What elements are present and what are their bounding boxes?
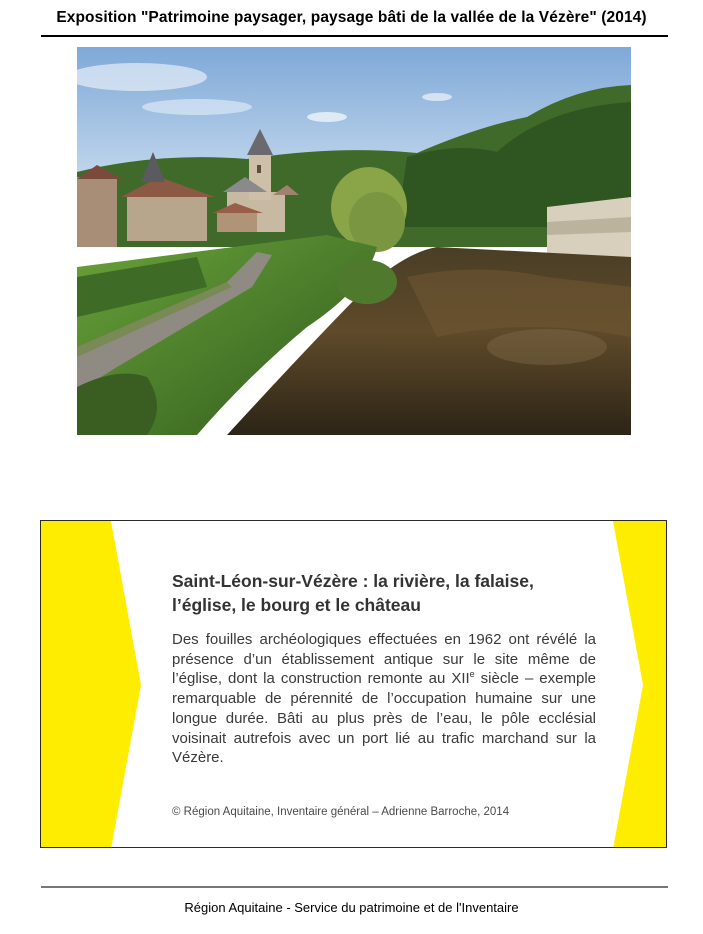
- page-title: Exposition "Patrimoine paysager, paysage bâti de la vallée de la Vézère" (2014): [56, 9, 647, 26]
- panel-title-line2: l’église, le bourg et le château: [172, 595, 421, 615]
- panel-body: [172, 630, 596, 768]
- panel-title: [172, 569, 596, 617]
- panel-body-superscript: e: [469, 669, 475, 680]
- panel-title-line1: Saint-Léon-sur-Vézère : la rivière, la falaise,: [172, 571, 534, 591]
- panel-body-part1: Des fouilles archéologiques effectuées en 1962 ont révélé la présence d’un établissement antique sur le site même de l’église, dont la construction remonte au XII: [172, 631, 596, 688]
- panel-body-part2: siècle – exemple remarquable de pérennité de l’occupation humaine sur une longue durée. Bâti au plus près de l’eau, le pôle ecclésial voisinait autrefois avec un port lié au trafic marchand sur la Vézère.: [172, 670, 596, 767]
- photo-credit: © Région Aquitaine, Inventaire général – Adrienne Barroche, 2014: [172, 806, 510, 818]
- caption-panel: [40, 520, 667, 848]
- header-divider: [41, 35, 668, 37]
- village-river-photo: [77, 47, 631, 435]
- panel-text: [172, 569, 596, 768]
- footer-text: Région Aquitaine - Service du patrimoine et de l'Inventaire: [184, 900, 519, 915]
- footer-divider: [41, 886, 668, 888]
